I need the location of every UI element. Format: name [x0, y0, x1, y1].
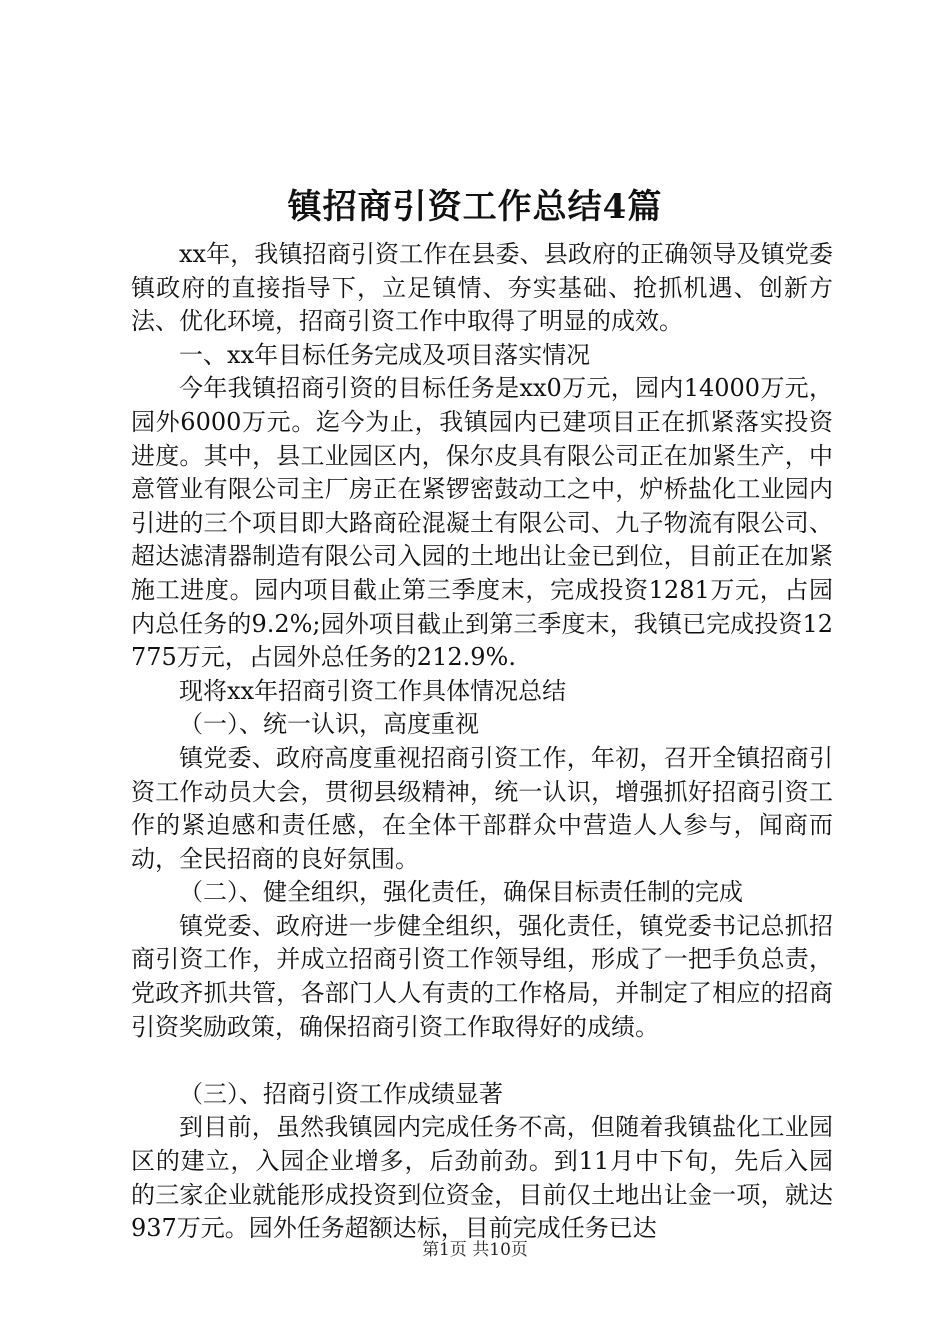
- subheading-2: （二）、健全组织，强化责任，确保目标责任制的完成: [179, 878, 743, 907]
- intro-paragraph: xx年，我镇招商引资工作在县委、县政府的正确领导及镇党委镇政府的直接指导下，立足镇情、夯实基础、抢抓机遇、创新方法、优化环境，招商引资工作中取得了明显的成效。: [131, 240, 833, 336]
- document-body: [131, 238, 833, 1246]
- summary-lead: 现将xx年招商引资工作具体情况总结: [179, 676, 567, 705]
- subheading-3: （三）、招商引资工作成绩显著: [179, 1079, 503, 1108]
- page-number-footer: 第1页 共10页: [422, 1240, 528, 1260]
- subsection-3-paragraph: 到目前，虽然我镇园内完成任务不高，但随着我镇盐化工业园区的建立，入园企业增多，后劲前劲。到11月中下旬，先后入园的三家企业就能形成投资到位资金，目前仅土地出让金一项，就达937万元。园外任务超额达标，目前完成任务已达: [131, 1113, 833, 1243]
- section-heading-1: 一、xx年目标任务完成及项目落实情况: [179, 340, 591, 369]
- document-title: 镇招商引资工作总结4篇: [287, 187, 663, 227]
- subheading-1: （一）、统一认识，高度重视: [179, 710, 479, 739]
- subsection-2-paragraph: 镇党委、政府进一步健全组织，强化责任，镇党委书记总抓招商引资工作，并成立招商引资工作领导组，形成了一把手负总责，党政齐抓共管，各部门人人有责的工作格局，并制定了相应的招商引资奖励政策，确保招商引资工作取得好的成绩。: [131, 911, 833, 1041]
- targets-paragraph: 今年我镇招商引资的目标任务是xx0万元，园内14000万元，园外6000万元。迄今为止，我镇园内已建项目正在抓紧落实投资进度。其中，县工业园区内，保尔皮具有限公司正在加紧生产，中意管业有限公司主厂房正在紧锣密鼓动工之中，炉桥盐化工业园内引进的三个项目即大路商砼混凝土有限公司、九子物流有限公司、超达滤清器制造有限公司入园的土地出让金已到位，目前正在加紧施工进度。园内项目截止第三季度末，完成投资1281万元，占园内总任务的9.2%;园外项目截止到第三季度末，我镇已完成投资12775万元，占园外总任务的212.9%.: [131, 374, 833, 672]
- subsection-1-paragraph: 镇党委、政府高度重视招商引资工作，年初，召开全镇招商引资工作动员大会，贯彻县级精神，统一认识，增强抓好招商引资工作的紧迫感和责任感，在全体干部群众中营造人人参与，闻商而动，全民招商的良好氛围。: [131, 743, 833, 873]
